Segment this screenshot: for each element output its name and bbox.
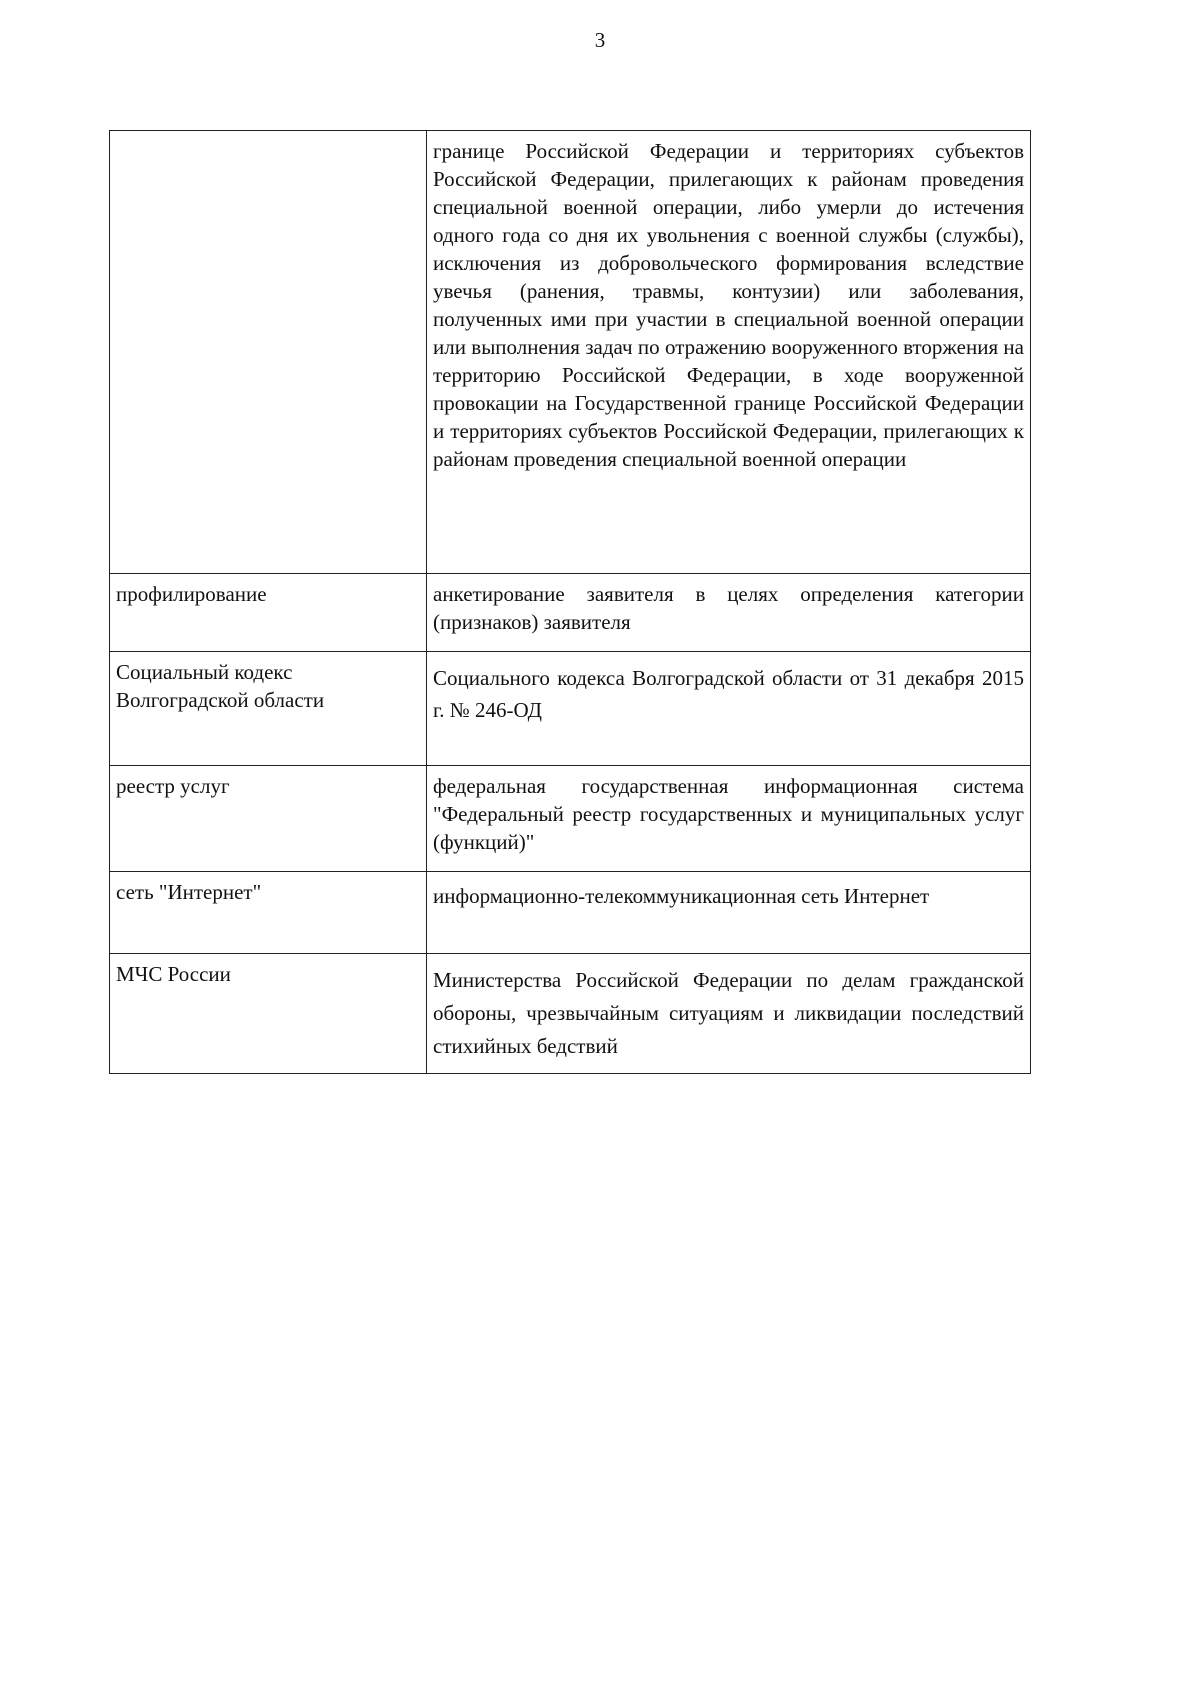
term-cell: сеть "Интернет": [110, 872, 427, 954]
table-row: [110, 872, 1031, 954]
definition-cell: информационно-телекоммуникационная сеть Интернет: [427, 872, 1031, 954]
term-cell: [110, 131, 427, 574]
terms-table: [109, 130, 1031, 1074]
page-number: 3: [594, 28, 606, 52]
table-row: [110, 574, 1031, 652]
term-cell: реестр услуг: [110, 766, 427, 872]
table-row: [110, 131, 1031, 574]
term-cell: профилирование: [110, 574, 427, 652]
definition-cell: Социального кодекса Волгоградской области от 31 декабря 2015 г. № 246-ОД: [427, 652, 1031, 766]
term-cell: МЧС России: [110, 954, 427, 1074]
definition-cell: Министерства Российской Федерации по делам гражданской обороны, чрезвычайным ситуациям и ликвидации последствий стихийных бедствий: [427, 954, 1031, 1074]
table-row: [110, 766, 1031, 872]
definition-cell: анкетирование заявителя в целях определения категории (признаков) заявителя: [427, 574, 1031, 652]
definition-cell: федеральная государственная информационная система "Федеральный реестр государственных и муниципальных услуг (функций)": [427, 766, 1031, 872]
term-cell: Социальный кодекс Волгоградской области: [110, 652, 427, 766]
table-row: [110, 652, 1031, 766]
definition-cell: границе Российской Федерации и территориях субъектов Российской Федерации, прилегающих к районам проведения специальной военной операции, либо умерли до истечения одного года со дня их увольнения с военной службы (службы), исключения из добровольческого формирования вследствие увечья (ранения, травмы, контузии) или заболевания, полученных ими при участии в специальной военной операции или выполнения задач по отражению вооруженного вторжения на территорию Российской Федерации, в ходе вооруженной провокации на Государственной границе Российской Федерации и территориях субъектов Российской Федерации, прилегающих к районам проведения специальной военной операции: [427, 131, 1031, 574]
table-row: [110, 954, 1031, 1074]
